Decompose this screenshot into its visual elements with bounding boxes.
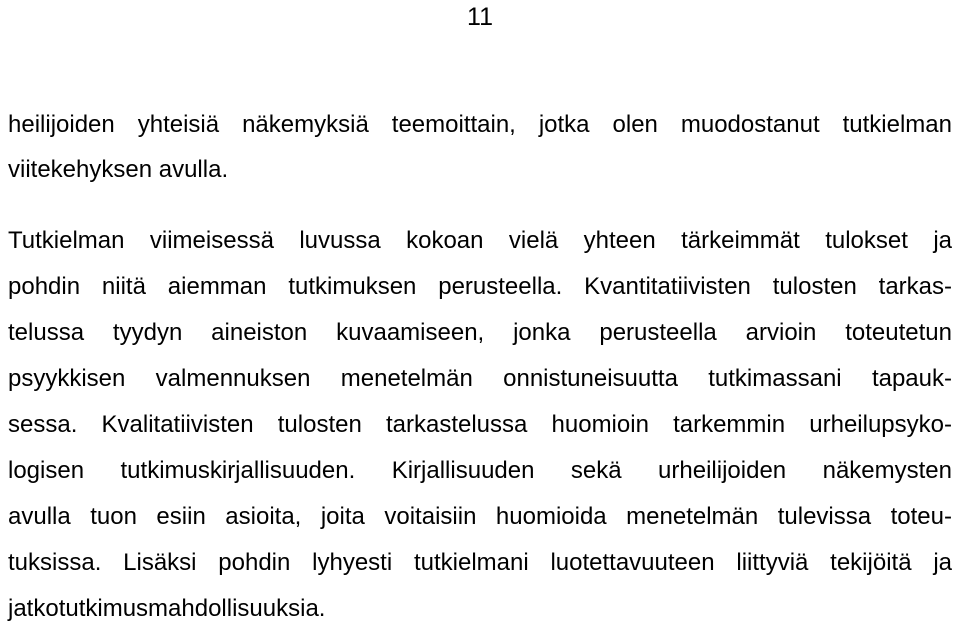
text-line: logisen tutkimuskirjallisuuden. Kirjallisuuden sekä urheilijoiden näkemysten	[8, 457, 952, 484]
text-line: avulla tuon esiin asioita, joita voitaisiin huomioida menetelmän tulevissa toteu-	[8, 503, 952, 530]
text-line: jatkotutkimusmahdollisuuksia.	[8, 595, 326, 622]
text-line: psyykkisen valmennuksen menetelmän onnistuneisuutta tutkimassani tapauk-	[8, 365, 952, 392]
text-line: telussa tyydyn aineiston kuvaamiseen, jonka perusteella arvioin toteutetun	[8, 319, 952, 346]
page-number: 11	[467, 3, 493, 31]
text-line: sessa. Kvalitatiivisten tulosten tarkastelussa huomioin tarkemmin urheilupsyko-	[8, 411, 952, 438]
text-line: tuksissa. Lisäksi pohdin lyhyesti tutkielmani luotettavuuteen liittyviä tekijöitä ja	[8, 549, 952, 576]
text-line: heilijoiden yhteisiä näkemyksiä teemoittain, jotka olen muodostanut tutkielman	[8, 111, 952, 138]
text-line: viitekehyksen avulla.	[8, 156, 229, 183]
text-line: Tutkielman viimeisessä luvussa kokoan vielä yhteen tärkeimmät tulokset ja	[8, 227, 952, 254]
text-line: pohdin niitä aiemman tutkimuksen perusteella. Kvantitatiivisten tulosten tarkas-	[8, 273, 952, 300]
